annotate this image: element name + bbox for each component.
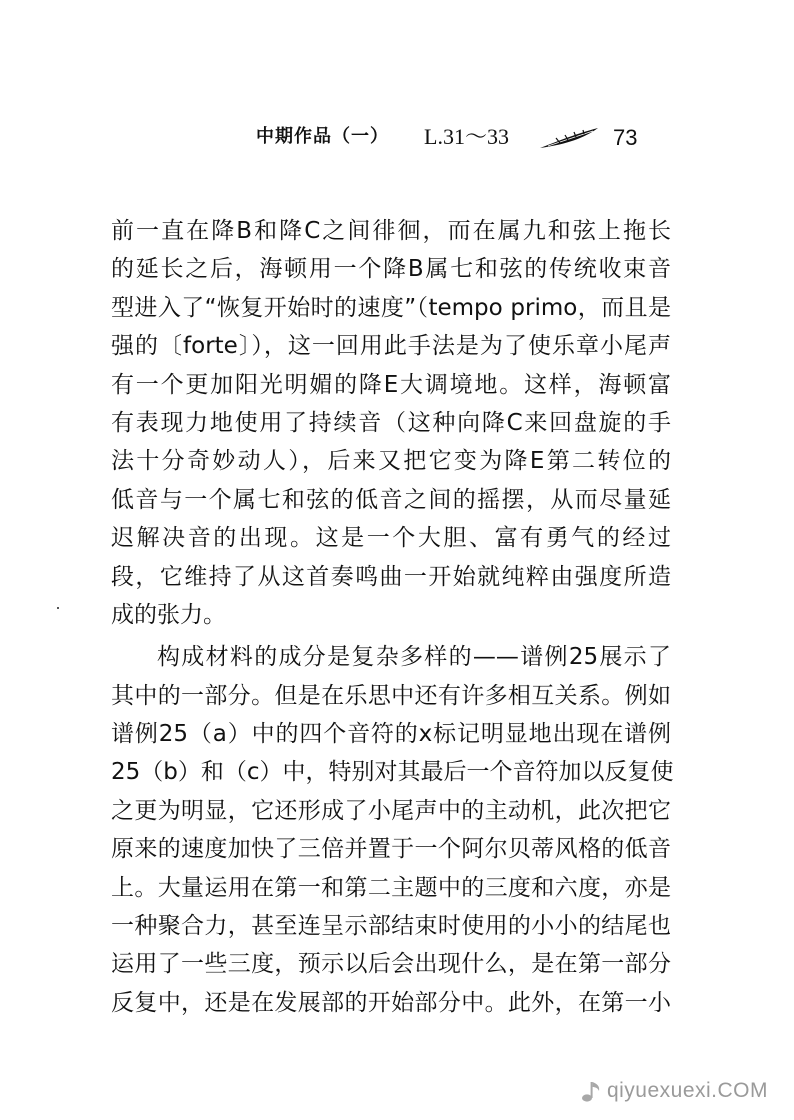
text-line: 低音与一个属七和弦的低音之间的摇摆，从而尽量延 — [111, 486, 671, 513]
text-line: 迟解决音的出现。这是一个大胆、富有勇气的经过 — [111, 525, 671, 552]
text-line: 法十分奇妙动人），后来又把它变为降E第二转位的 — [111, 448, 671, 475]
text-line: 成的张力。 — [111, 601, 226, 628]
text-line: 前一直在降B和降C之间徘徊，而在属九和弦上拖长 — [111, 218, 671, 244]
watermark-text: qiyuexuexi.COM — [606, 1079, 768, 1102]
text-line: 运用了一些三度，预示以后会出现什么，是在第一部分 — [111, 951, 671, 978]
running-head-work-ref: L.31～33 — [424, 124, 509, 149]
running-head-section: 中期作品（一） — [256, 126, 389, 147]
running-head — [0, 122, 794, 156]
text-line: 的延长之后，海顿用一个降B属七和弦的传统收束音 — [111, 256, 671, 283]
music-note-icon — [581, 1079, 603, 1103]
text-line: 型进入了“恢复开始时的速度”（tempo primo，而且是 — [111, 294, 671, 321]
text-line: 原来的速度加快了三倍并置于一个阿尔贝蒂风格的低音 — [111, 836, 671, 863]
text-line: 一种聚合力，甚至连呈示部结束时使用的小小的结尾也 — [111, 913, 671, 940]
watermark — [581, 1078, 768, 1104]
text-line: 强的〔forte〕），这一回用此手法是为了使乐章小尾声 — [111, 333, 671, 360]
text-line: 25（b）和（c）中，特别对其最后一个音符加以反复使 — [111, 759, 674, 786]
page-number: 73 — [613, 125, 638, 150]
text-line: 之更为明显，它还形成了小尾声中的主动机，此次把它 — [111, 797, 671, 824]
body-text — [111, 212, 674, 1022]
text-line: 其中的一部分。但是在乐思中还有许多相互关系。例如 — [111, 682, 671, 709]
feather-ornament-icon — [538, 126, 600, 150]
text-line: 谱例25（a）中的四个音符的x标记明显地出现在谱例 — [111, 721, 671, 748]
text-line: 上。大量运用在第一和第二主题中的三度和六度，亦是 — [111, 874, 671, 901]
margin-speck — [57, 607, 59, 609]
text-line: 有表现力地使用了持续音（这种向降C来回盘旋的手 — [111, 409, 671, 436]
text-line: 有一个更加阳光明媚的降E大调境地。这样，海顿富 — [111, 371, 671, 398]
text-line: 段，它维持了从这首奏鸣曲一开始就纯粹由强度所造 — [111, 563, 671, 590]
paragraph-first-line: 构成材料的成分是复杂多样的——谱例25展示了 — [157, 644, 671, 671]
text-line: 反复中，还是在发展部的开始部分中。此外，在第一小 — [111, 989, 671, 1016]
